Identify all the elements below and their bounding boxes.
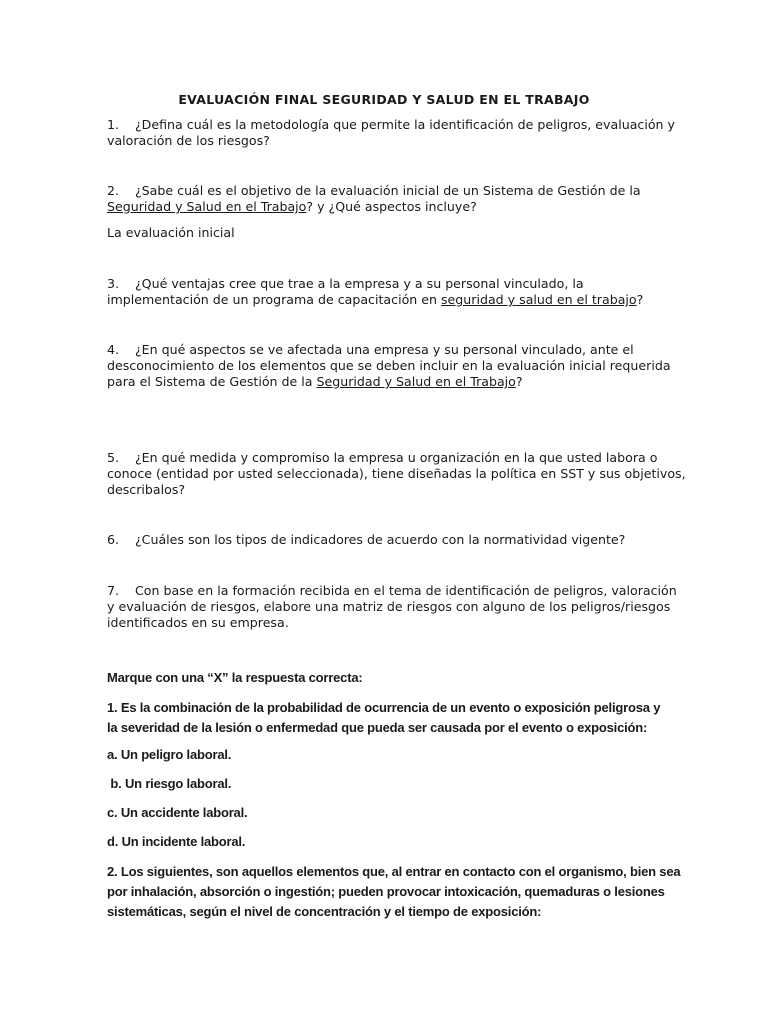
question-text: ¿En qué medida y compromiso la empresa u organización en la que usted labora o conoce (entidad por usted seleccionada), tiene diseñadas la política en SST y sus objetivos, describalos? [107, 450, 686, 497]
question-2-answer: La evaluación inicial [107, 225, 235, 240]
question-text-end: ? [636, 292, 644, 307]
question-number: 3. [107, 276, 120, 291]
question-4 [107, 342, 687, 390]
mc-option-b: b. Un riesgo laboral. [107, 776, 232, 791]
question-3 [107, 276, 687, 308]
question-number: 4. [107, 342, 120, 357]
question-text-end: ? [515, 374, 523, 389]
question-2 [107, 183, 687, 215]
question-text-end: ? y ¿Qué aspectos incluye? [306, 199, 477, 214]
question-number: 1. [107, 117, 120, 132]
question-number: 5. [107, 450, 120, 465]
question-number: 2. [107, 183, 120, 198]
mc-question-2: 2. Los siguientes, son aquellos elementos que, al entrar en contacto con el organismo, bien sea por inhalación, absorción o ingestión; pueden provocar intoxicación, quemaduras o lesiones sistemáticas, según el nivel de concentración y el tiempo de exposición: [107, 864, 681, 919]
underlined-term: seguridad y salud en el trabajo [441, 292, 637, 307]
question-text: ¿Sabe cuál es el objetivo de la evaluación inicial de un Sistema de Gestión de la [135, 183, 641, 198]
question-6 [107, 532, 687, 548]
question-number: 7. [107, 583, 120, 598]
question-5 [107, 450, 687, 498]
mc-option-d: d. Un incidente laboral. [107, 834, 246, 849]
mc-question-1: 1. Es la combinación de la probabilidad de ocurrencia de un evento o exposición peligrosa y la severidad de la lesión o enfermedad que pueda ser causada por el evento o exposición: [107, 700, 661, 735]
question-text: ¿Cuáles son los tipos de indicadores de acuerdo con la normatividad vigente? [135, 532, 626, 547]
mc-option-a: a. Un peligro laboral. [107, 747, 232, 762]
question-text: ¿Qué ventajas cree que trae a la empresa y a su personal vinculado, la implementación de un programa de capacitación en [107, 276, 584, 307]
mc-option-c: c. Un accidente laboral. [107, 805, 248, 820]
question-number: 6. [107, 532, 120, 547]
document-title: EVALUACIÓN FINAL SEGURIDAD Y SALUD EN EL TRABAJO [178, 92, 590, 107]
question-text: ¿En qué aspectos se ve afectada una empresa y su personal vinculado, ante el desconocimiento de los elementos que se deben incluir en la evaluación inicial requerida para el Sistema de Gestión de la [107, 342, 671, 389]
question-text: Con base en la formación recibida en el tema de identificación de peligros, valoración y evaluación de riesgos, elabore una matriz de riesgos con alguno de los peligros/riesgos identificados en su empresa. [107, 583, 677, 630]
underlined-term: Seguridad y Salud en el Trabajo [107, 199, 307, 214]
underlined-term: Seguridad y Salud en el Trabajo [316, 374, 516, 389]
multiple-choice-instruction: Marque con una “X” la respuesta correcta: [107, 670, 363, 685]
question-7 [107, 583, 687, 631]
question-text: ¿Defina cuál es la metodología que permite la identificación de peligros, evaluación y valoración de los riesgos? [107, 117, 675, 148]
question-1 [107, 117, 687, 149]
